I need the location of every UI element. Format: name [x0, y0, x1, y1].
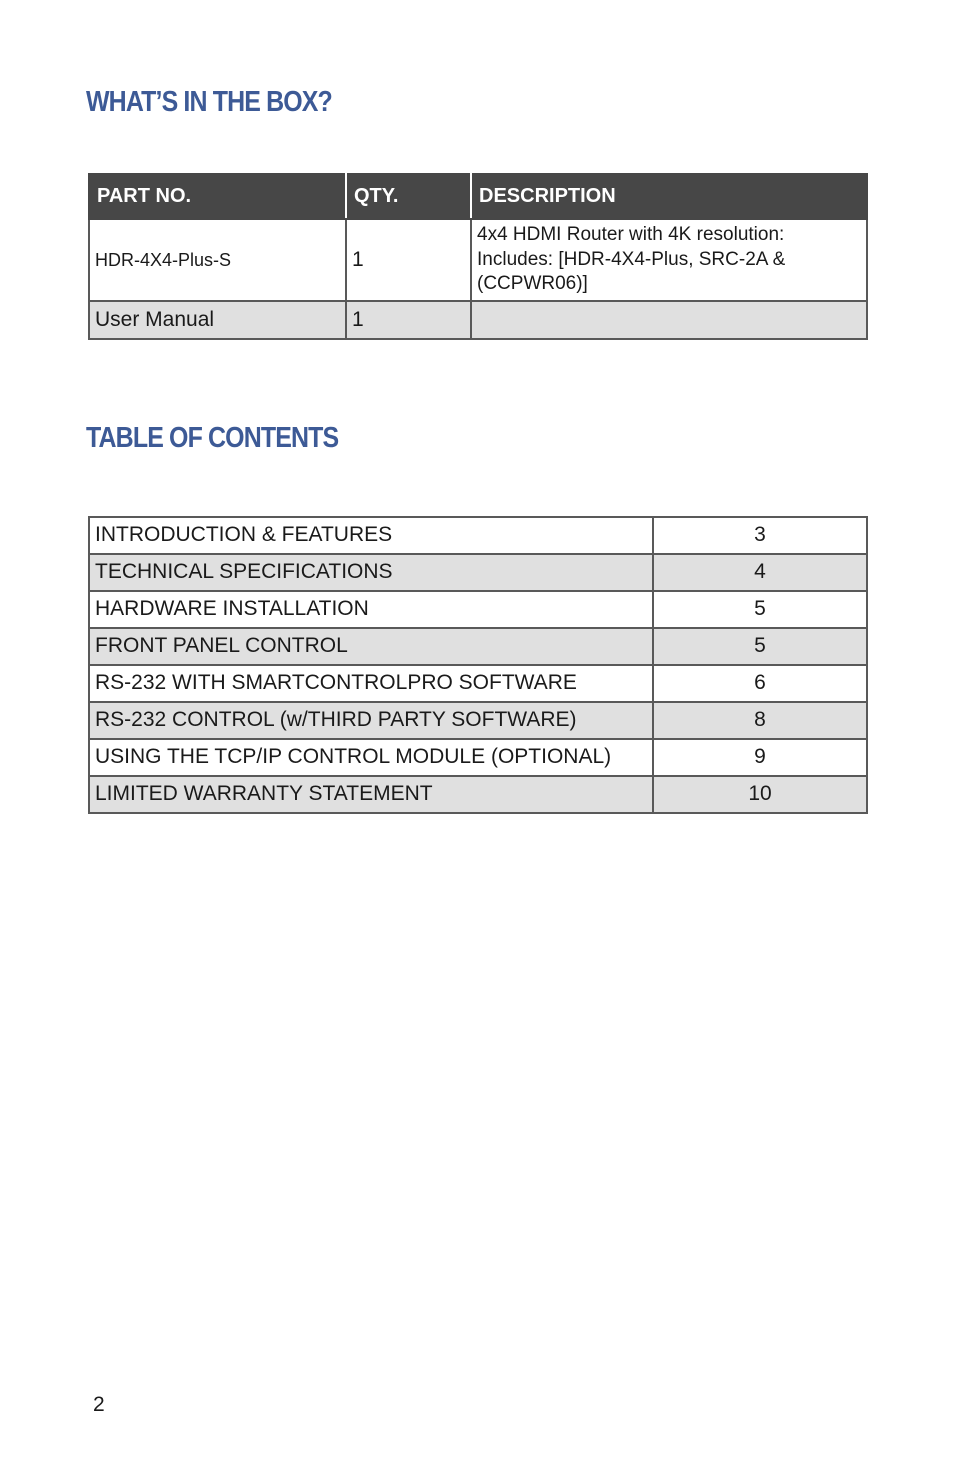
table-row	[89, 301, 867, 339]
toc-row[interactable]	[89, 628, 867, 665]
toc-entry-title: LIMITED WARRANTY STATEMENT	[89, 776, 653, 813]
part-number-cell: User Manual	[89, 301, 346, 339]
toc-entry-title: RS-232 WITH SMARTCONTROLPRO SOFTWARE	[89, 665, 653, 702]
column-header-part-no: PART NO.	[89, 174, 346, 219]
table-of-contents-heading: TABLE OF CONTENTS	[86, 422, 339, 454]
part-number-cell: HDR-4X4-Plus-S	[89, 219, 346, 301]
whats-in-the-box-heading: WHAT’S IN THE BOX?	[86, 86, 332, 118]
column-header-qty: QTY.	[346, 174, 471, 219]
description-line: Includes: [HDR-4X4-Plus, SRC-2A &	[477, 248, 786, 270]
toc-entry-page: 3	[653, 517, 867, 554]
page-number: 2	[93, 1393, 105, 1416]
toc-row[interactable]	[89, 665, 867, 702]
toc-entry-page: 5	[653, 591, 867, 628]
toc-entry-title: FRONT PANEL CONTROL	[89, 628, 653, 665]
quantity-cell: 1	[346, 219, 471, 301]
box-contents-table	[88, 173, 868, 340]
toc-row[interactable]	[89, 739, 867, 776]
quantity-cell: 1	[346, 301, 471, 339]
description-line: (CCPWR06)]	[477, 273, 588, 295]
toc-entry-title: HARDWARE INSTALLATION	[89, 591, 653, 628]
toc-row[interactable]	[89, 702, 867, 739]
description-cell	[471, 219, 867, 301]
toc-entry-page: 5	[653, 628, 867, 665]
toc-row[interactable]	[89, 554, 867, 591]
toc-entry-title: USING THE TCP/IP CONTROL MODULE (OPTIONAL)	[89, 739, 653, 776]
toc-entry-page: 6	[653, 665, 867, 702]
toc-entry-page: 10	[653, 776, 867, 813]
table-row	[89, 219, 867, 301]
toc-entry-title: TECHNICAL SPECIFICATIONS	[89, 554, 653, 591]
toc-entry-page: 9	[653, 739, 867, 776]
column-header-description: DESCRIPTION	[471, 174, 867, 219]
toc-row[interactable]	[89, 776, 867, 813]
description-cell	[471, 301, 867, 339]
toc-entry-page: 4	[653, 554, 867, 591]
toc-row[interactable]	[89, 591, 867, 628]
description-line: 4x4 HDMI Router with 4K resolution:	[477, 223, 785, 245]
box-table-header-row	[89, 174, 867, 219]
toc-row[interactable]	[89, 517, 867, 554]
toc-entry-title: INTRODUCTION & FEATURES	[89, 517, 653, 554]
toc-entry-page: 8	[653, 702, 867, 739]
toc-entry-title: RS-232 CONTROL (w/THIRD PARTY SOFTWARE)	[89, 702, 653, 739]
table-of-contents	[88, 516, 868, 814]
